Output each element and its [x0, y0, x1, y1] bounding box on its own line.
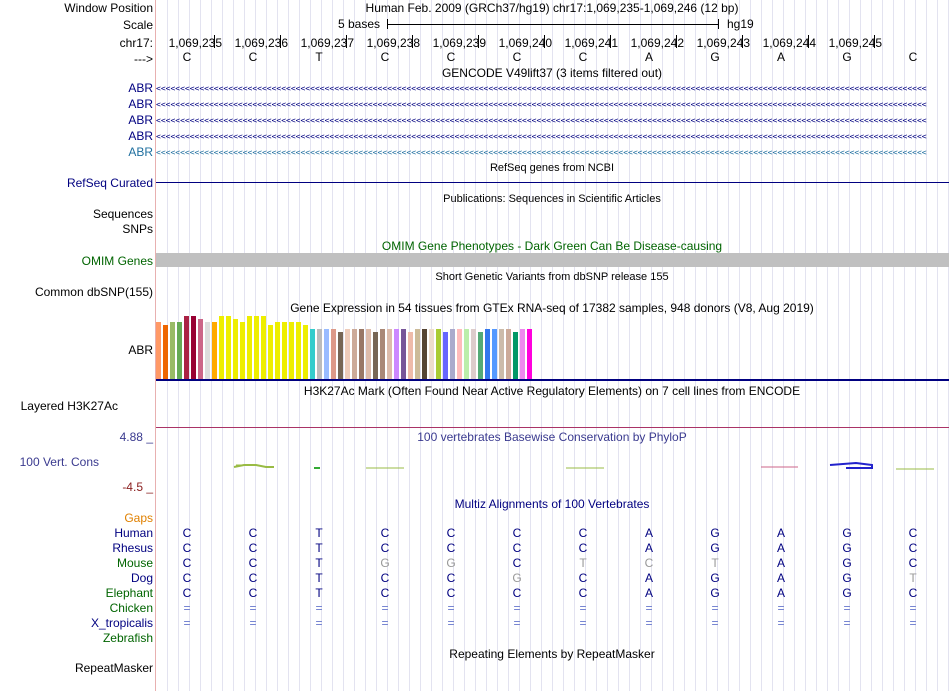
gtex-tissue-bar[interactable]	[156, 322, 161, 379]
ruler-position: 1,069,239	[432, 36, 486, 50]
multiz-base: =	[843, 601, 851, 615]
multiz-base: C	[512, 556, 522, 570]
repeatmasker-label[interactable]: RepeatMasker	[74, 661, 153, 675]
multiz-base: A	[644, 541, 653, 555]
gtex-tissue-bar[interactable]	[387, 329, 392, 379]
multiz-base: T	[315, 526, 323, 540]
ruler-position: 1,069,240	[498, 36, 552, 50]
multiz-base: C	[578, 586, 588, 600]
multiz-base: C	[248, 586, 258, 600]
gtex-tissue-bar[interactable]	[492, 329, 497, 379]
ruler-position: 1,069,236	[234, 36, 288, 50]
gtex-tissue-bar[interactable]	[457, 329, 462, 379]
multiz-base: C	[908, 526, 918, 540]
gtex-tissue-bar[interactable]	[366, 329, 371, 379]
multiz-base: G	[842, 541, 852, 555]
gencode-item-label[interactable]: ABR	[128, 145, 153, 159]
dbsnp-label[interactable]: Common dbSNP(155)	[34, 285, 153, 299]
gtex-tissue-bar[interactable]	[177, 322, 182, 379]
multiz-base: A	[644, 586, 653, 600]
multiz-base: C	[248, 526, 258, 540]
ruler-position: 1,069,244	[762, 36, 816, 50]
gtex-tissue-bar[interactable]	[254, 316, 259, 379]
multiz-base: C	[248, 571, 258, 585]
multiz-species-label[interactable]: Rhesus	[112, 541, 153, 555]
gencode-item-label[interactable]: ABR	[128, 97, 153, 111]
gtex-tissue-bar[interactable]	[380, 329, 385, 379]
multiz-base: C	[908, 586, 918, 600]
multiz-base: A	[644, 571, 653, 585]
sequence-base: C	[512, 50, 522, 64]
phylop-label[interactable]: 100 Vert. Cons	[19, 455, 99, 469]
omim-gene-bar[interactable]	[156, 253, 949, 267]
scale-bar-right	[718, 19, 719, 29]
sequence-base: G	[710, 50, 720, 64]
multiz-species-label[interactable]: Chicken	[109, 601, 153, 615]
ruler-position: 1,069,237	[300, 36, 354, 50]
gtex-tissue-bar[interactable]	[422, 329, 427, 379]
gtex-tissue-bar[interactable]	[205, 322, 210, 379]
gtex-tissue-bar[interactable]	[198, 319, 203, 379]
window-position-value: Human Feb. 2009 (GRCh37/hg19) chr17:1,069,235-1,069,246 (12 bp)	[365, 1, 739, 15]
multiz-base: =	[447, 616, 455, 630]
gtex-tissue-bar[interactable]	[499, 329, 504, 379]
multiz-base: T	[909, 571, 917, 585]
multiz-base: =	[315, 601, 323, 615]
sequences-label[interactable]: Sequences	[92, 207, 153, 221]
multiz-base: =	[249, 616, 257, 630]
multiz-base: G	[710, 571, 720, 585]
multiz-base: G	[842, 571, 852, 585]
multiz-base: =	[513, 601, 521, 615]
multiz-base: C	[578, 541, 588, 555]
multiz-base: T	[315, 571, 323, 585]
multiz-base: G	[842, 526, 852, 540]
sequence-base: T	[315, 50, 323, 64]
sequence-base: G	[842, 50, 852, 64]
multiz-base: G	[710, 526, 720, 540]
gtex-tissue-bar[interactable]	[338, 332, 343, 379]
gencode-item-label[interactable]: ABR	[128, 81, 153, 95]
multiz-base: =	[447, 601, 455, 615]
multiz-base: G	[380, 556, 390, 570]
gtex-tissue-bar[interactable]	[310, 329, 315, 379]
gtex-tissue-bar[interactable]	[317, 329, 322, 379]
multiz-base: A	[644, 526, 653, 540]
multiz-base: =	[381, 616, 389, 630]
gtex-tissue-bar[interactable]	[408, 332, 413, 379]
ruler-position: 1,069,242	[630, 36, 684, 50]
multiz-base: T	[315, 586, 323, 600]
multiz-base: =	[645, 616, 653, 630]
gtex-tissue-bar[interactable]	[261, 316, 266, 379]
gtex-tissue-bar[interactable]	[345, 329, 350, 379]
multiz-gaps-label[interactable]: Gaps	[124, 511, 153, 525]
multiz-base: =	[777, 601, 785, 615]
multiz-species-label[interactable]: Human	[114, 526, 153, 540]
multiz-base: G	[446, 556, 456, 570]
multiz-base: A	[776, 526, 785, 540]
h3k27ac-track-title: H3K27Ac Mark (Often Found Near Active Regulatory Elements) on 7 cell lines from ENCODE	[303, 384, 801, 398]
sequence-base: A	[776, 50, 785, 64]
gtex-tissue-bar[interactable]	[247, 316, 252, 379]
multiz-base: A	[776, 571, 785, 585]
gtex-tissue-bar[interactable]	[219, 316, 224, 379]
scale-bar	[387, 24, 718, 25]
gencode-transcript[interactable]: <<<<<<<<<<<<<<<<<<<<<<<<<<<<<<<<<<<<<<<<<<<<<<<<<<<<<<<<<<<<<<<<<<<<<<<<<<<<<<<<<<<<<<<<<<<<<<<<<<<<<<<<<<<<<<<<<<<<<<<<<<<<<<<<<<<<<<<<<<<<<<<<<<<<<<<<<<<<<<<<	[156, 116, 927, 125]
gtex-tissue-bar[interactable]	[450, 329, 455, 379]
multiz-base: C	[248, 556, 258, 570]
gtex-tissue-bar[interactable]	[212, 322, 217, 379]
multiz-base: T	[315, 541, 323, 555]
gtex-tissue-bar[interactable]	[513, 332, 518, 379]
scale-label: Scale	[122, 18, 153, 32]
multiz-base: G	[512, 571, 522, 585]
phylop-signal[interactable]	[156, 455, 949, 475]
gtex-tissue-bar[interactable]	[429, 329, 434, 379]
gtex-tissue-bar[interactable]	[471, 329, 476, 379]
sequence-base: C	[182, 50, 192, 64]
refseq-track-title: RefSeq genes from NCBI	[489, 162, 615, 174]
dbsnp-track-title: Short Genetic Variants from dbSNP release 155	[435, 271, 669, 283]
ruler-position: 1,069,245	[828, 36, 882, 50]
gtex-tissue-bar[interactable]	[415, 329, 420, 379]
repeatmasker-track-title: Repeating Elements by RepeatMasker	[449, 647, 655, 661]
ruler-position: 1,069,238	[366, 36, 420, 50]
gtex-track-title: Gene Expression in 54 tissues from GTEx RNA-seq of 17382 samples, 948 donors (V8, Aug 2019)	[290, 301, 814, 315]
h3k27ac-baseline	[156, 427, 949, 428]
multiz-base: =	[183, 616, 191, 630]
multiz-species-label[interactable]: Elephant	[105, 586, 153, 600]
multiz-base: =	[513, 616, 521, 630]
multiz-base: A	[776, 586, 785, 600]
multiz-base: C	[512, 526, 522, 540]
gencode-item-label[interactable]: ABR	[128, 113, 153, 127]
multiz-base: =	[579, 616, 587, 630]
gtex-tissue-bar[interactable]	[478, 332, 483, 379]
multiz-base: =	[909, 616, 917, 630]
multiz-base: C	[380, 541, 390, 555]
multiz-base: C	[578, 571, 588, 585]
multiz-base: C	[446, 526, 456, 540]
gencode-transcript[interactable]: <<<<<<<<<<<<<<<<<<<<<<<<<<<<<<<<<<<<<<<<<<<<<<<<<<<<<<<<<<<<<<<<<<<<<<<<<<<<<<<<<<<<<<<<<<<<<<<<<<<<<<<<<<<<<<<<<<<<<<<<<<<<<<<<<<<<<<<<<<<<<<<<<<<<<<<<<<<<<<<<	[156, 148, 927, 157]
multiz-base: =	[777, 616, 785, 630]
multiz-base: G	[842, 586, 852, 600]
phylop-max-label: 4.88 _	[119, 430, 153, 444]
multiz-base: C	[908, 556, 918, 570]
gtex-tissue-bar[interactable]	[268, 325, 273, 379]
multiz-base: C	[908, 541, 918, 555]
multiz-base: G	[842, 556, 852, 570]
gtex-bar-chart[interactable]	[156, 316, 556, 379]
multiz-base: T	[315, 556, 323, 570]
multiz-species-label[interactable]: X_tropicalis	[90, 616, 153, 630]
ruler-position: 1,069,235	[168, 36, 222, 50]
multiz-species-label[interactable]: Dog	[130, 571, 153, 585]
sequence-base: C	[248, 50, 258, 64]
multiz-base: =	[843, 616, 851, 630]
gtex-tissue-bar[interactable]	[289, 322, 294, 379]
sequence-base: C	[446, 50, 456, 64]
omim-genes-label[interactable]: OMIM Genes	[81, 254, 153, 268]
gtex-tissue-bar[interactable]	[233, 319, 238, 379]
multiz-base: C	[182, 571, 192, 585]
gtex-tissue-bar[interactable]	[443, 332, 448, 379]
multiz-base: G	[710, 541, 720, 555]
multiz-track-title: Multiz Alignments of 100 Vertebrates	[454, 497, 650, 511]
phylop-min-label: -4.5 _	[122, 480, 153, 494]
gtex-tissue-bar[interactable]	[401, 329, 406, 379]
gtex-tissue-bar[interactable]	[352, 329, 357, 379]
gtex-tissue-bar[interactable]	[170, 322, 175, 379]
ruler-position: 1,069,243	[696, 36, 750, 50]
multiz-base: A	[776, 556, 785, 570]
snps-label[interactable]: SNPs	[122, 222, 153, 236]
multiz-base: C	[512, 586, 522, 600]
refseq-curated-label[interactable]: RefSeq Curated	[66, 176, 153, 190]
multiz-base: C	[182, 586, 192, 600]
multiz-base: C	[380, 571, 390, 585]
publications-track-title: Publications: Sequences in Scientific Articles	[443, 193, 661, 205]
gtex-tissue-bar[interactable]	[240, 322, 245, 379]
multiz-base: C	[248, 541, 258, 555]
multiz-base: =	[381, 601, 389, 615]
gtex-tissue-bar[interactable]	[464, 329, 469, 379]
ruler-position: 1,069,241	[564, 36, 618, 50]
scale-text: 5 bases	[338, 17, 381, 31]
gencode-transcript[interactable]: <<<<<<<<<<<<<<<<<<<<<<<<<<<<<<<<<<<<<<<<<<<<<<<<<<<<<<<<<<<<<<<<<<<<<<<<<<<<<<<<<<<<<<<<<<<<<<<<<<<<<<<<<<<<<<<<<<<<<<<<<<<<<<<<<<<<<<<<<<<<<<<<<<<<<<<<<<<<<<<<	[156, 84, 927, 93]
multiz-base: C	[182, 541, 192, 555]
multiz-base: =	[249, 601, 257, 615]
multiz-base: C	[446, 571, 456, 585]
gencode-track-title: GENCODE V49lift37 (3 items filtered out)	[441, 66, 663, 80]
sequence-base: C	[578, 50, 588, 64]
gtex-tissue-bar[interactable]	[226, 316, 231, 379]
multiz-base: C	[446, 541, 456, 555]
multiz-species-label[interactable]: Zebrafish	[102, 631, 153, 645]
gtex-tissue-bar[interactable]	[359, 329, 364, 379]
gtex-gene-label[interactable]: ABR	[128, 343, 153, 357]
refseq-gene-line[interactable]	[156, 182, 949, 183]
scale-assembly: hg19	[727, 17, 754, 31]
gtex-baseline	[156, 379, 949, 381]
multiz-species-label[interactable]: Mouse	[116, 556, 153, 570]
multiz-base: =	[711, 616, 719, 630]
multiz-base: =	[711, 601, 719, 615]
gtex-tissue-bar[interactable]	[303, 325, 308, 379]
phylop-track-title: 100 vertebrates Basewise Conservation by PhyloP	[417, 430, 687, 444]
gencode-transcript[interactable]: <<<<<<<<<<<<<<<<<<<<<<<<<<<<<<<<<<<<<<<<<<<<<<<<<<<<<<<<<<<<<<<<<<<<<<<<<<<<<<<<<<<<<<<<<<<<<<<<<<<<<<<<<<<<<<<<<<<<<<<<<<<<<<<<<<<<<<<<<<<<<<<<<<<<<<<<<<<<<<<<	[156, 100, 927, 109]
multiz-base: =	[645, 601, 653, 615]
gtex-tissue-bar[interactable]	[520, 329, 525, 379]
multiz-base: C	[578, 526, 588, 540]
gtex-tissue-bar[interactable]	[394, 329, 399, 379]
gtex-tissue-bar[interactable]	[485, 329, 490, 379]
gencode-transcript[interactable]: <<<<<<<<<<<<<<<<<<<<<<<<<<<<<<<<<<<<<<<<<<<<<<<<<<<<<<<<<<<<<<<<<<<<<<<<<<<<<<<<<<<<<<<<<<<<<<<<<<<<<<<<<<<<<<<<<<<<<<<<<<<<<<<<<<<<<<<<<<<<<<<<<<<<<<<<<<<<<<<<	[156, 132, 927, 141]
multiz-base: =	[579, 601, 587, 615]
gtex-tissue-bar[interactable]	[191, 316, 196, 379]
chrom-label: chr17:	[119, 36, 153, 50]
multiz-base: T	[579, 556, 587, 570]
gtex-tissue-bar[interactable]	[184, 316, 189, 379]
gtex-tissue-bar[interactable]	[527, 329, 532, 379]
multiz-base: G	[710, 586, 720, 600]
multiz-base: C	[644, 556, 654, 570]
multiz-base: C	[182, 526, 192, 540]
gencode-item-label[interactable]: ABR	[128, 129, 153, 143]
window-position-label: Window Position	[64, 1, 153, 15]
multiz-base: C	[182, 556, 192, 570]
multiz-base: C	[512, 541, 522, 555]
strand-label: --->	[134, 52, 153, 66]
sequence-base: C	[380, 50, 390, 64]
gtex-tissue-bar[interactable]	[373, 332, 378, 379]
gtex-tissue-bar[interactable]	[163, 325, 168, 379]
sequence-base: A	[644, 50, 653, 64]
multiz-base: A	[776, 541, 785, 555]
multiz-base: C	[380, 586, 390, 600]
multiz-base: =	[909, 601, 917, 615]
omim-track-title: OMIM Gene Phenotypes - Dark Green Can Be Disease-causing	[381, 239, 723, 253]
multiz-base: C	[446, 586, 456, 600]
gtex-tissue-bar[interactable]	[296, 322, 301, 379]
gtex-tissue-bar[interactable]	[282, 322, 287, 379]
gtex-tissue-bar[interactable]	[275, 322, 280, 379]
h3k27ac-label[interactable]: Layered H3K27Ac	[20, 399, 118, 413]
multiz-base: =	[183, 601, 191, 615]
gtex-tissue-bar[interactable]	[331, 329, 336, 379]
multiz-base: =	[315, 616, 323, 630]
gtex-tissue-bar[interactable]	[506, 329, 511, 379]
multiz-base: T	[711, 556, 719, 570]
gtex-tissue-bar[interactable]	[324, 329, 329, 379]
gtex-tissue-bar[interactable]	[436, 329, 441, 379]
multiz-base: C	[380, 526, 390, 540]
sequence-base: C	[908, 50, 918, 64]
